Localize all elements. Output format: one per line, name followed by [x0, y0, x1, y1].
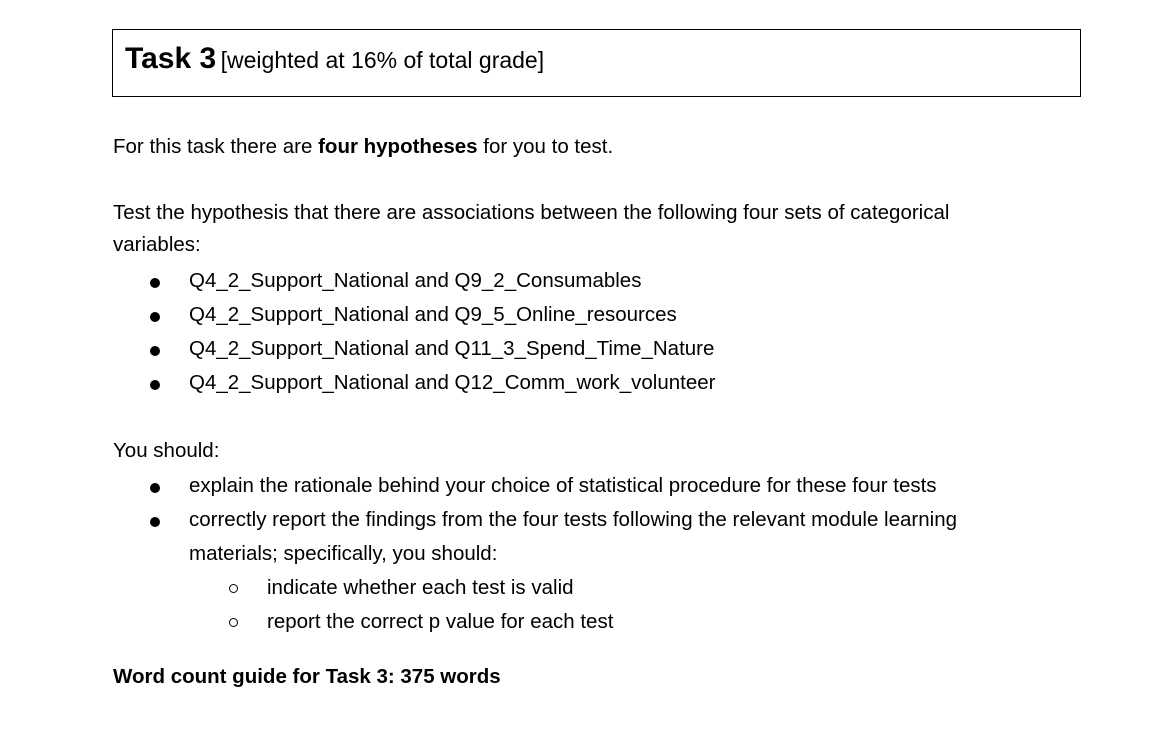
- task-title-bold: Task 3: [125, 42, 217, 75]
- requirement-item-text: correctly report the findings from the four tests following the relevant module learning materials; specifically, you should:: [189, 508, 957, 565]
- intro-pre: For this task there are: [113, 135, 319, 158]
- sub-list-item: [0, 605, 1049, 639]
- sub-requirement-text: indicate whether each test is valid: [267, 576, 574, 599]
- list-item: [0, 469, 1049, 503]
- task-title-box: [112, 29, 1081, 97]
- intro-paragraph: [113, 131, 613, 163]
- list-item: [0, 264, 715, 298]
- sub-requirement-text: report the correct p value for each test: [267, 610, 614, 633]
- hypotheses-list: [0, 264, 715, 400]
- requirements-list: [0, 469, 1049, 639]
- list-item: [0, 503, 1049, 571]
- sub-list-item: [0, 571, 1049, 605]
- hypothesis-item-text: Q4_2_Support_National and Q12_Comm_work_volunteer: [189, 371, 716, 394]
- bullet-icon: [150, 380, 160, 390]
- task-title-weighting: [weighted at 16% of total grade]: [220, 47, 545, 73]
- task-title: [125, 42, 544, 76]
- bullet-icon: [150, 483, 160, 493]
- bullet-icon: [150, 346, 160, 356]
- hypothesis-item-text: Q4_2_Support_National and Q9_5_Online_resources: [189, 303, 677, 326]
- hypothesis-paragraph: [113, 197, 1013, 261]
- list-item: [0, 332, 715, 366]
- bullet-icon: [150, 278, 160, 288]
- hollow-bullet-icon: [229, 584, 238, 593]
- intro-bold: four hypotheses: [318, 135, 478, 158]
- list-item: [0, 298, 715, 332]
- hypothesis-item-text: Q4_2_Support_National and Q9_2_Consumables: [189, 269, 642, 292]
- hypothesis-text: Test the hypothesis that there are associations between the following four sets of categorical variables:: [113, 201, 950, 256]
- word-count-guide: Word count guide for Task 3: 375 words: [113, 665, 501, 688]
- intro-post: for you to test.: [477, 135, 614, 158]
- bullet-icon: [150, 517, 160, 527]
- hypothesis-item-text: Q4_2_Support_National and Q11_3_Spend_Time_Nature: [189, 337, 715, 360]
- you-should-heading: You should:: [113, 439, 220, 462]
- requirement-item-text: explain the rationale behind your choice of statistical procedure for these four tests: [189, 474, 937, 497]
- list-item: [0, 366, 715, 400]
- hollow-bullet-icon: [229, 618, 238, 627]
- bullet-icon: [150, 312, 160, 322]
